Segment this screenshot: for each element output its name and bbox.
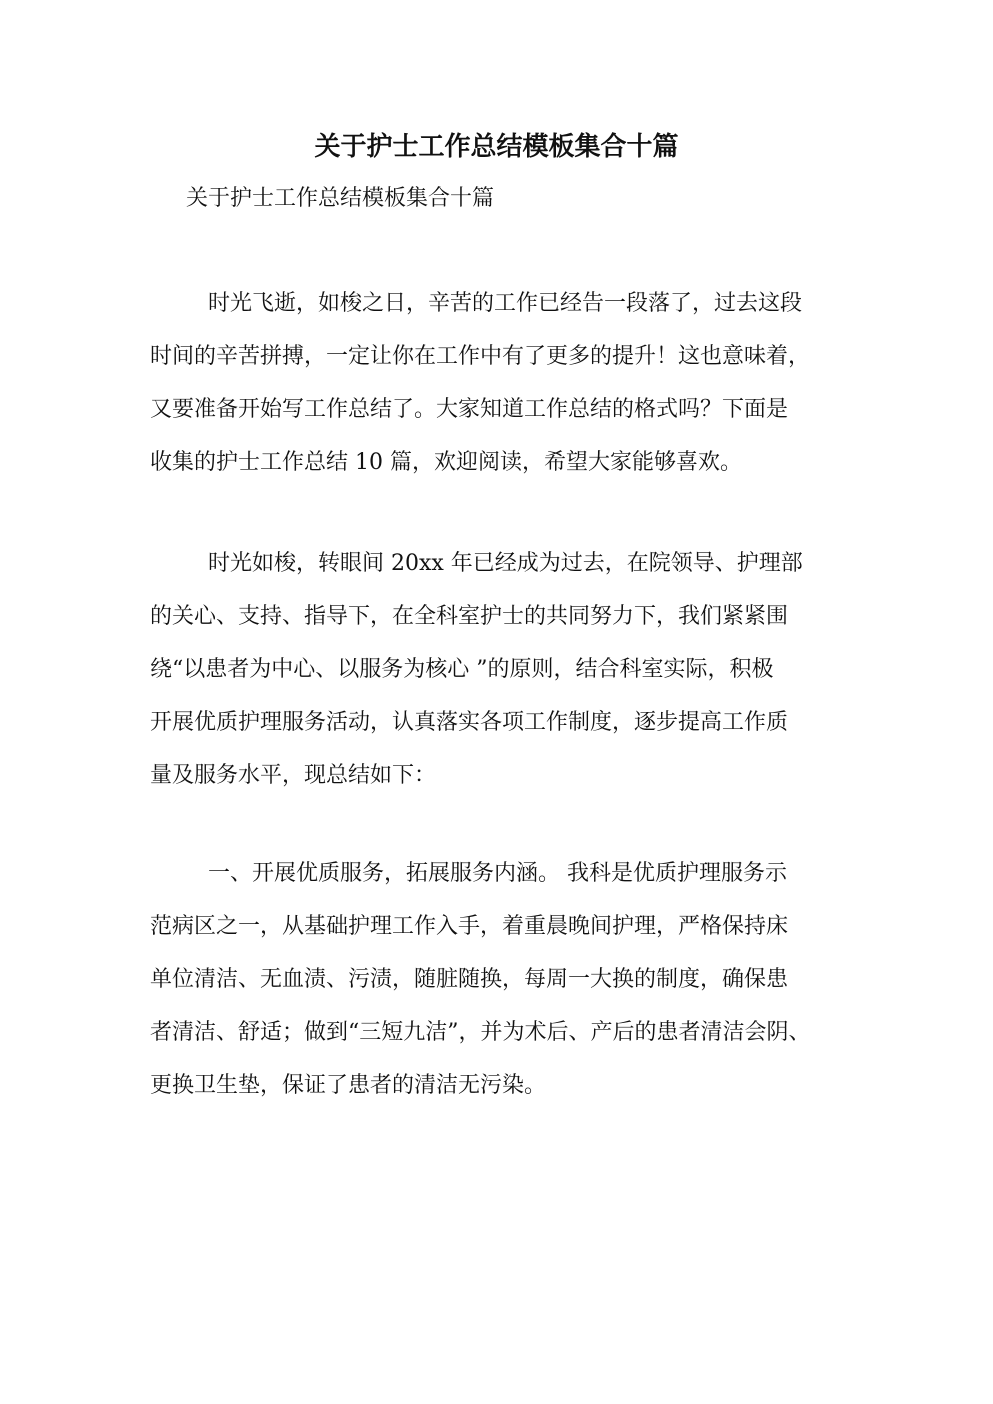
- document-subtitle: 关于护士工作总结模板集合十篇: [186, 186, 495, 211]
- paragraph-line: 者清洁、舒适；做到“三短九洁”，并为术后、产后的患者清洁会阴、: [150, 1020, 811, 1045]
- paragraph-line: 更换卫生垫，保证了患者的清洁无污染。: [150, 1073, 547, 1098]
- paragraph-section-one: [150, 847, 850, 1112]
- paragraph-line: 又要准备开始写工作总结了。大家知道工作总结的格式吗？下面是: [150, 397, 789, 422]
- paragraph-line: 时光如梭，转眼间 20xx 年已经成为过去，在院领导、护理部: [208, 551, 803, 576]
- document-title: 关于护士工作总结模板集合十篇: [314, 132, 679, 162]
- paragraph-line: 的关心、支持、指导下，在全科室护士的共同努力下，我们紧紧围: [150, 604, 789, 629]
- paragraph-line: 时光飞逝，如梭之日，辛苦的工作已经告一段落了，过去这段: [208, 291, 803, 316]
- paragraph-line: 一、开展优质服务，拓展服务内涵。 我科是优质护理服务示: [208, 861, 787, 886]
- paragraph-intro: [150, 277, 850, 489]
- paragraph-line: 时间的辛苦拼搏，一定让你在工作中有了更多的提升！这也意味着，: [150, 344, 811, 369]
- paragraph-line: 量及服务水平，现总结如下：: [150, 763, 437, 788]
- paragraph-line: 收集的护士工作总结 10 篇，欢迎阅读，希望大家能够喜欢。: [150, 450, 742, 475]
- paragraph-line: 单位清洁、无血渍、污渍，随脏随换，每周一大换的制度，确保患: [150, 967, 789, 992]
- paragraph-line: 范病区之一，从基础护理工作入手，着重晨晚间护理，严格保持床: [150, 914, 789, 939]
- paragraph-line: 开展优质护理服务活动，认真落实各项工作制度，逐步提高工作质: [150, 710, 789, 735]
- paragraph-line: 绕“以患者为中心、以服务为核心 ”的原则，结合科室实际，积极: [150, 657, 774, 682]
- paragraph-overview: [150, 537, 850, 802]
